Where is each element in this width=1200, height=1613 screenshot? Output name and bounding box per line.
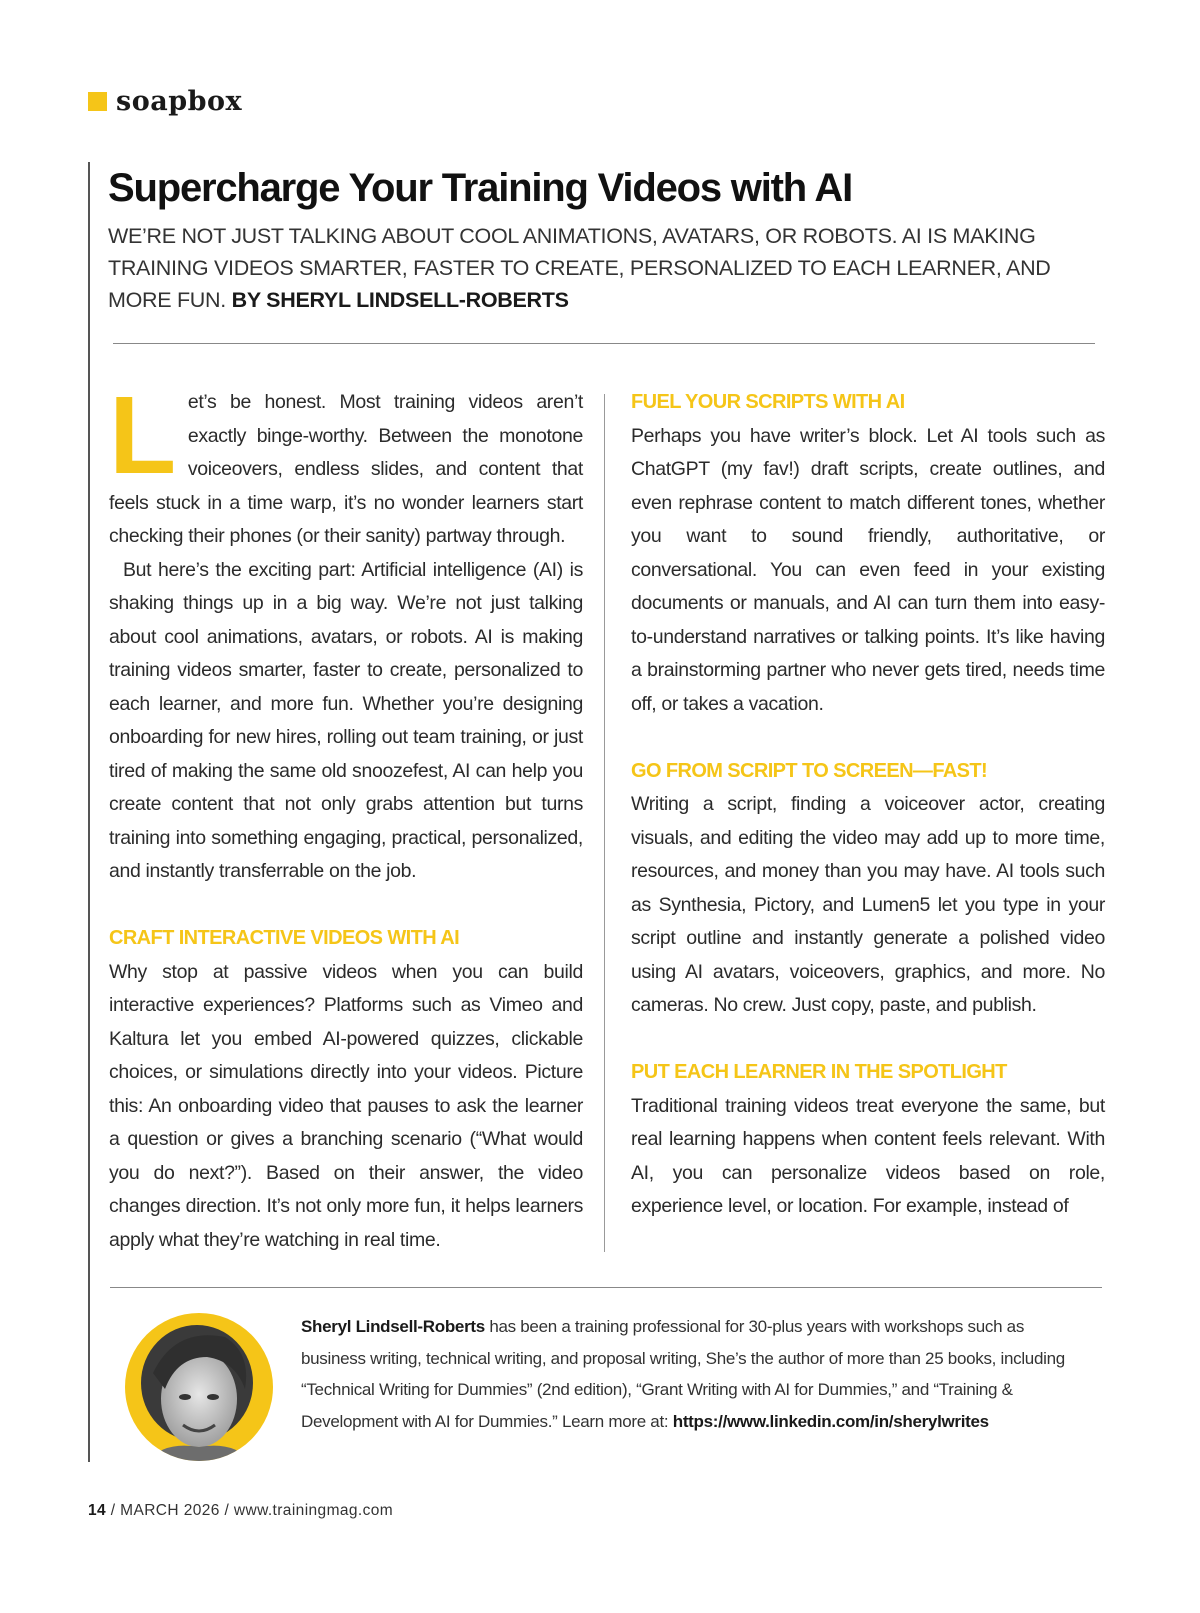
footer-text: / MARCH 2026 / www.trainingmag.com — [106, 1502, 394, 1519]
paragraph-1: et’s be honest. Most training videos aren’t exactly binge-worthy. Between the monotone voiceovers, endless slides, and content that feels stuck in a time warp, it’s no wonder learners start checking their phones (or their sanity) partway through. — [109, 391, 583, 547]
author-photo-icon — [125, 1313, 273, 1461]
paragraph-2: But here’s the exciting part: Artificial intelligence (AI) is shaking things up in a big way. We’re not just talking about cool animations, avatars, or robots. AI is making training videos smarter, faster to create, personalized to each learner, and more fun. Whether you’re designing onboarding for new hires, rolling out team training, or just tired of making the same old snoozefest, AI can help you create content that not only grabs attention but turns training into something engaging, practical, personalized, and instantly transferrable on the job. — [109, 558, 583, 882]
paragraph-5: Writing a script, finding a voiceover actor, creating visuals, and editing the video may add up to more time, resources, and money than you may have. AI tools such as Synthesia, Pictory, and Lumen5 let you type in your script outline and instantly generate a polished video using AI avatars, voiceovers, graphics, and more. No cameras. No crew. Just copy, paste, and publish. — [631, 793, 1105, 1016]
heading-learner-spotlight: PUT EACH LEARNER IN THE SPOTLIGHT — [631, 1061, 1007, 1083]
column-divider — [604, 394, 605, 1252]
right-column — [631, 386, 1105, 1224]
bio-divider — [110, 1287, 1102, 1288]
article-title: Supercharge Your Training Videos with AI — [108, 166, 853, 210]
bio-linkedin-link[interactable]: https://www.linkedin.com/in/sherylwrites — [672, 1411, 989, 1431]
intro-paragraph — [109, 374, 583, 554]
left-column — [109, 374, 583, 1257]
header-divider — [113, 343, 1095, 344]
left-vertical-rule — [88, 162, 90, 1462]
page-footer — [88, 1502, 393, 1520]
paragraph-3: Why stop at passive videos when you can build interactive experiences? Platforms such as Vimeo and Kaltura let you embed AI-powered quizzes, clickable choices, or simulations directly into your videos. Picture this: An onboarding video that pauses to ask the learner a question or gives a branching scenario (“What would you do next?”). Based on their answer, the video changes direction. It’s not only more fun, it helps learners apply what they’re watching in real time. — [109, 960, 583, 1251]
page-number: 14 — [88, 1502, 107, 1519]
article-dek — [108, 220, 1108, 316]
heading-craft-interactive: CRAFT INTERACTIVE VIDEOS WITH AI — [109, 927, 460, 949]
section-square-icon — [88, 92, 107, 111]
section-label: soapbox — [116, 86, 243, 117]
section-tag — [88, 86, 242, 117]
bio-author-name: Sheryl Lindsell-Roberts — [301, 1317, 485, 1336]
author-avatar — [125, 1313, 273, 1461]
bio-text: has been a training professional for 30-plus years with workshops such as business writing, technical writing, and proposal writing, She’s the author of more than 25 books, including “Technical Writing for Dummies” (2nd edition), “Grant Writing with AI for Dummies,” and “Training & Development with AI for Dummies.” Learn more at: — [301, 1317, 1065, 1431]
dek-text: WE’RE NOT JUST TALKING ABOUT COOL ANIMATIONS, AVATARS, OR ROBOTS. AI IS MAKING TRAINING VIDEOS SMARTER, FASTER TO CREATE, PERSONALIZED TO EACH LEARNER, AND MORE FUN. — [108, 224, 1051, 312]
author-bio — [301, 1311, 1081, 1437]
drop-cap: L — [109, 374, 176, 497]
paragraph-6: Traditional training videos treat everyone the same, but real learning happens when content feels relevant. With AI, you can personalize videos based on role, experience level, or location. For example, instead of — [631, 1094, 1105, 1217]
byline: BY SHERYL LINDSELL-ROBERTS — [231, 288, 569, 312]
paragraph-4: Perhaps you have writer’s block. Let AI tools such as ChatGPT (my fav!) draft scripts, create outlines, and even rephrase content to match different tones, whether you want to sound friendly, authoritative, or conversational. You can even feed in your existing documents or manuals, and AI can turn them into easy-to-understand narratives or talking points. It’s like having a brainstorming partner who never gets tired, needs time off, or takes a vacation. — [631, 424, 1105, 715]
heading-script-to-screen: GO FROM SCRIPT TO SCREEN—FAST! — [631, 759, 988, 782]
heading-fuel-scripts: FUEL YOUR SCRIPTS WITH AI — [631, 391, 905, 413]
